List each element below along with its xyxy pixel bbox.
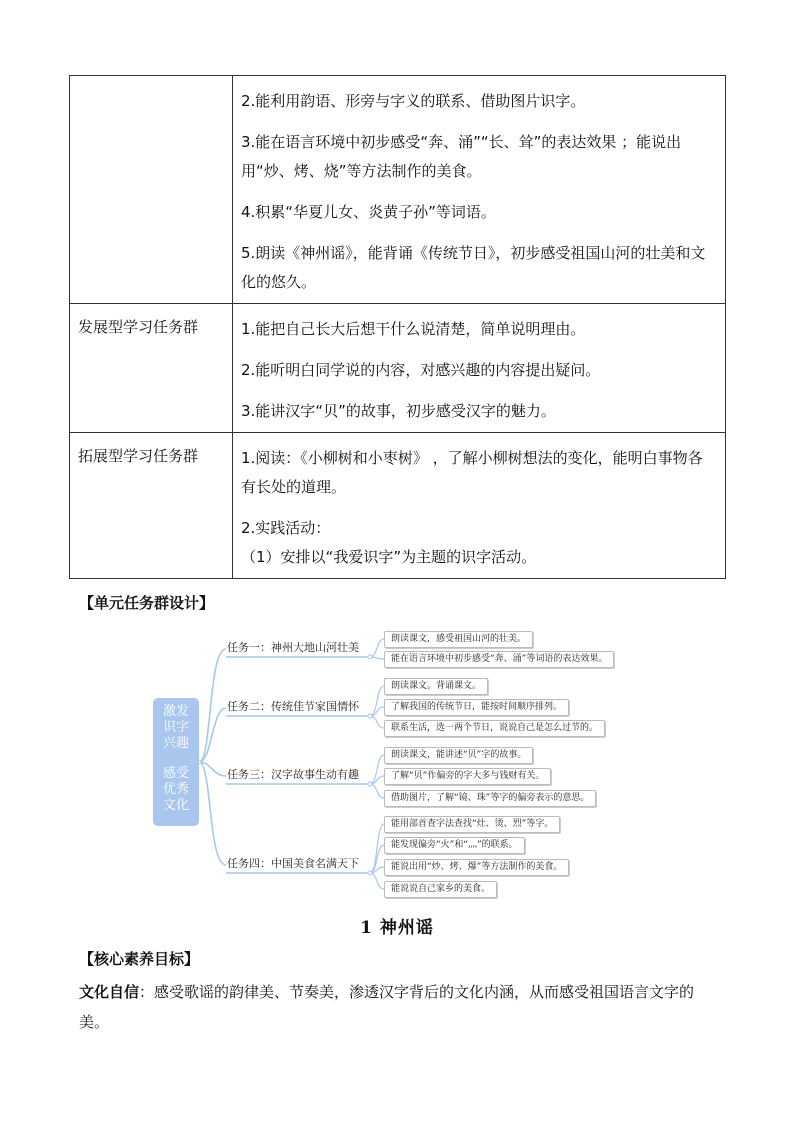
unit-design-title: 【单元任务群设计】 bbox=[79, 594, 215, 612]
learning-goals-table bbox=[69, 75, 726, 579]
leaf-node: 了解我国的传统节日，能按时间顺序排列。 bbox=[384, 699, 569, 716]
node-dot bbox=[368, 714, 372, 718]
core-goals-title: 【核心素养目标】 bbox=[79, 950, 200, 968]
node-dot bbox=[368, 655, 372, 659]
node-dot bbox=[368, 782, 372, 786]
leaf-node: 联系生活，选一两个节日，说说自己是怎么过节的。 bbox=[384, 720, 605, 737]
category-cell bbox=[70, 76, 233, 304]
connector bbox=[370, 784, 384, 798]
connector bbox=[370, 716, 384, 728]
task-node: 任务一：神州大地山河壮美 bbox=[227, 641, 359, 654]
root-line: 兴趣 bbox=[162, 736, 189, 751]
mindmap-root bbox=[153, 698, 199, 826]
connector bbox=[370, 873, 384, 889]
table-row bbox=[70, 76, 726, 304]
goal-item: （1）安排以“我爱识字”为主题的识字活动。 bbox=[241, 548, 537, 566]
goal-item: 1.能把自己长大后想干什么说清楚，简单说明理由。 bbox=[241, 320, 586, 338]
connector bbox=[199, 708, 226, 762]
root-line: 优秀 bbox=[162, 782, 189, 797]
goal-item: 3.能在语言环境中初步感受“奔、涌”“长、耸”的表达效果 ；能说出用“炒、烤、烧”等方法制作的美食。 bbox=[241, 133, 682, 180]
leaf-node: 朗读课文。背诵课文。 bbox=[384, 678, 488, 695]
connector bbox=[199, 762, 226, 776]
root-gap bbox=[153, 752, 199, 766]
category-cell: 拓展型学习任务群 bbox=[70, 433, 233, 579]
table-row bbox=[70, 304, 726, 433]
leaf-node: 能说说自己家乡的美食。 bbox=[384, 881, 497, 898]
items-cell bbox=[233, 76, 726, 304]
task-node: 任务四：中国美食名满天下 bbox=[227, 857, 359, 870]
items-cell bbox=[233, 433, 726, 579]
leaf-node: 能在语言环境中初步感受“奔、涌”等词语的表达效果。 bbox=[384, 651, 614, 668]
root-line: 识字 bbox=[162, 720, 189, 735]
connector bbox=[199, 649, 226, 762]
connector bbox=[370, 639, 384, 657]
culture-text: ：感受歌谣的韵律美、节奏美，渗透汉字背后的文化内涵，从而感受祖国语言文字的美。 bbox=[79, 983, 695, 1031]
goal-item: 4.积累“华夏儿女、炎黄子孙”等词语。 bbox=[241, 203, 496, 221]
connector bbox=[199, 762, 226, 865]
leaf-node: 朗读课文，能讲述“贝”字的故事。 bbox=[384, 747, 533, 764]
lesson-title: 1 神州谣 bbox=[360, 918, 434, 938]
goal-item: 3.能讲汉字“贝”的故事，初步感受汉字的魅力。 bbox=[241, 402, 556, 420]
goal-item: 2.能利用韵语、形旁与字义的联系、借助图片识字。 bbox=[241, 92, 586, 110]
goal-item: 2.能听明白同学说的内容，对感兴趣的内容提出疑问。 bbox=[241, 361, 601, 379]
items-cell bbox=[233, 304, 726, 433]
root-line: 文化 bbox=[162, 798, 189, 813]
leaf-node: 能发现偏旁“火”和“灬”的联系。 bbox=[384, 837, 525, 854]
leaf-node: 了解“贝”作偏旁的字大多与钱财有关。 bbox=[384, 768, 551, 785]
node-dot bbox=[368, 871, 372, 875]
goal-item: 5.朗读《神州谣》，能背诵《传统节日》，初步感受祖国山河的壮美和文化的悠久。 bbox=[241, 244, 706, 291]
leaf-node: 能说出用“炒、烤、爆”等方法制作的美食。 bbox=[384, 859, 569, 876]
leaf-node: 能用部首查字法查找“灶、烫、烈”等字。 bbox=[384, 816, 560, 833]
root-line: 感受 bbox=[162, 766, 189, 781]
culture-paragraph bbox=[79, 977, 724, 1037]
root-line: 激发 bbox=[162, 704, 189, 719]
table-row bbox=[70, 433, 726, 579]
leaf-node: 借助图片，了解“镜、珠”等字的偏旁表示的意思。 bbox=[384, 790, 596, 807]
task-node: 任务三：汉字故事生动有趣 bbox=[227, 768, 359, 781]
leaf-node: 朗读课文，感受祖国山河的壮美。 bbox=[384, 631, 533, 648]
goal-item: 1.阅读：《小柳树和小枣树》 ，了解小柳树想法的变化，能明白事物各有长处的道理。 bbox=[241, 449, 703, 496]
goal-item: 2.实践活动： bbox=[241, 519, 331, 537]
culture-label: 文化自信 bbox=[79, 983, 140, 1001]
category-cell: 发展型学习任务群 bbox=[70, 304, 233, 433]
unit-mindmap bbox=[150, 620, 650, 910]
task-node: 任务二：传统佳节家国情怀 bbox=[227, 700, 359, 713]
connector bbox=[370, 824, 384, 873]
